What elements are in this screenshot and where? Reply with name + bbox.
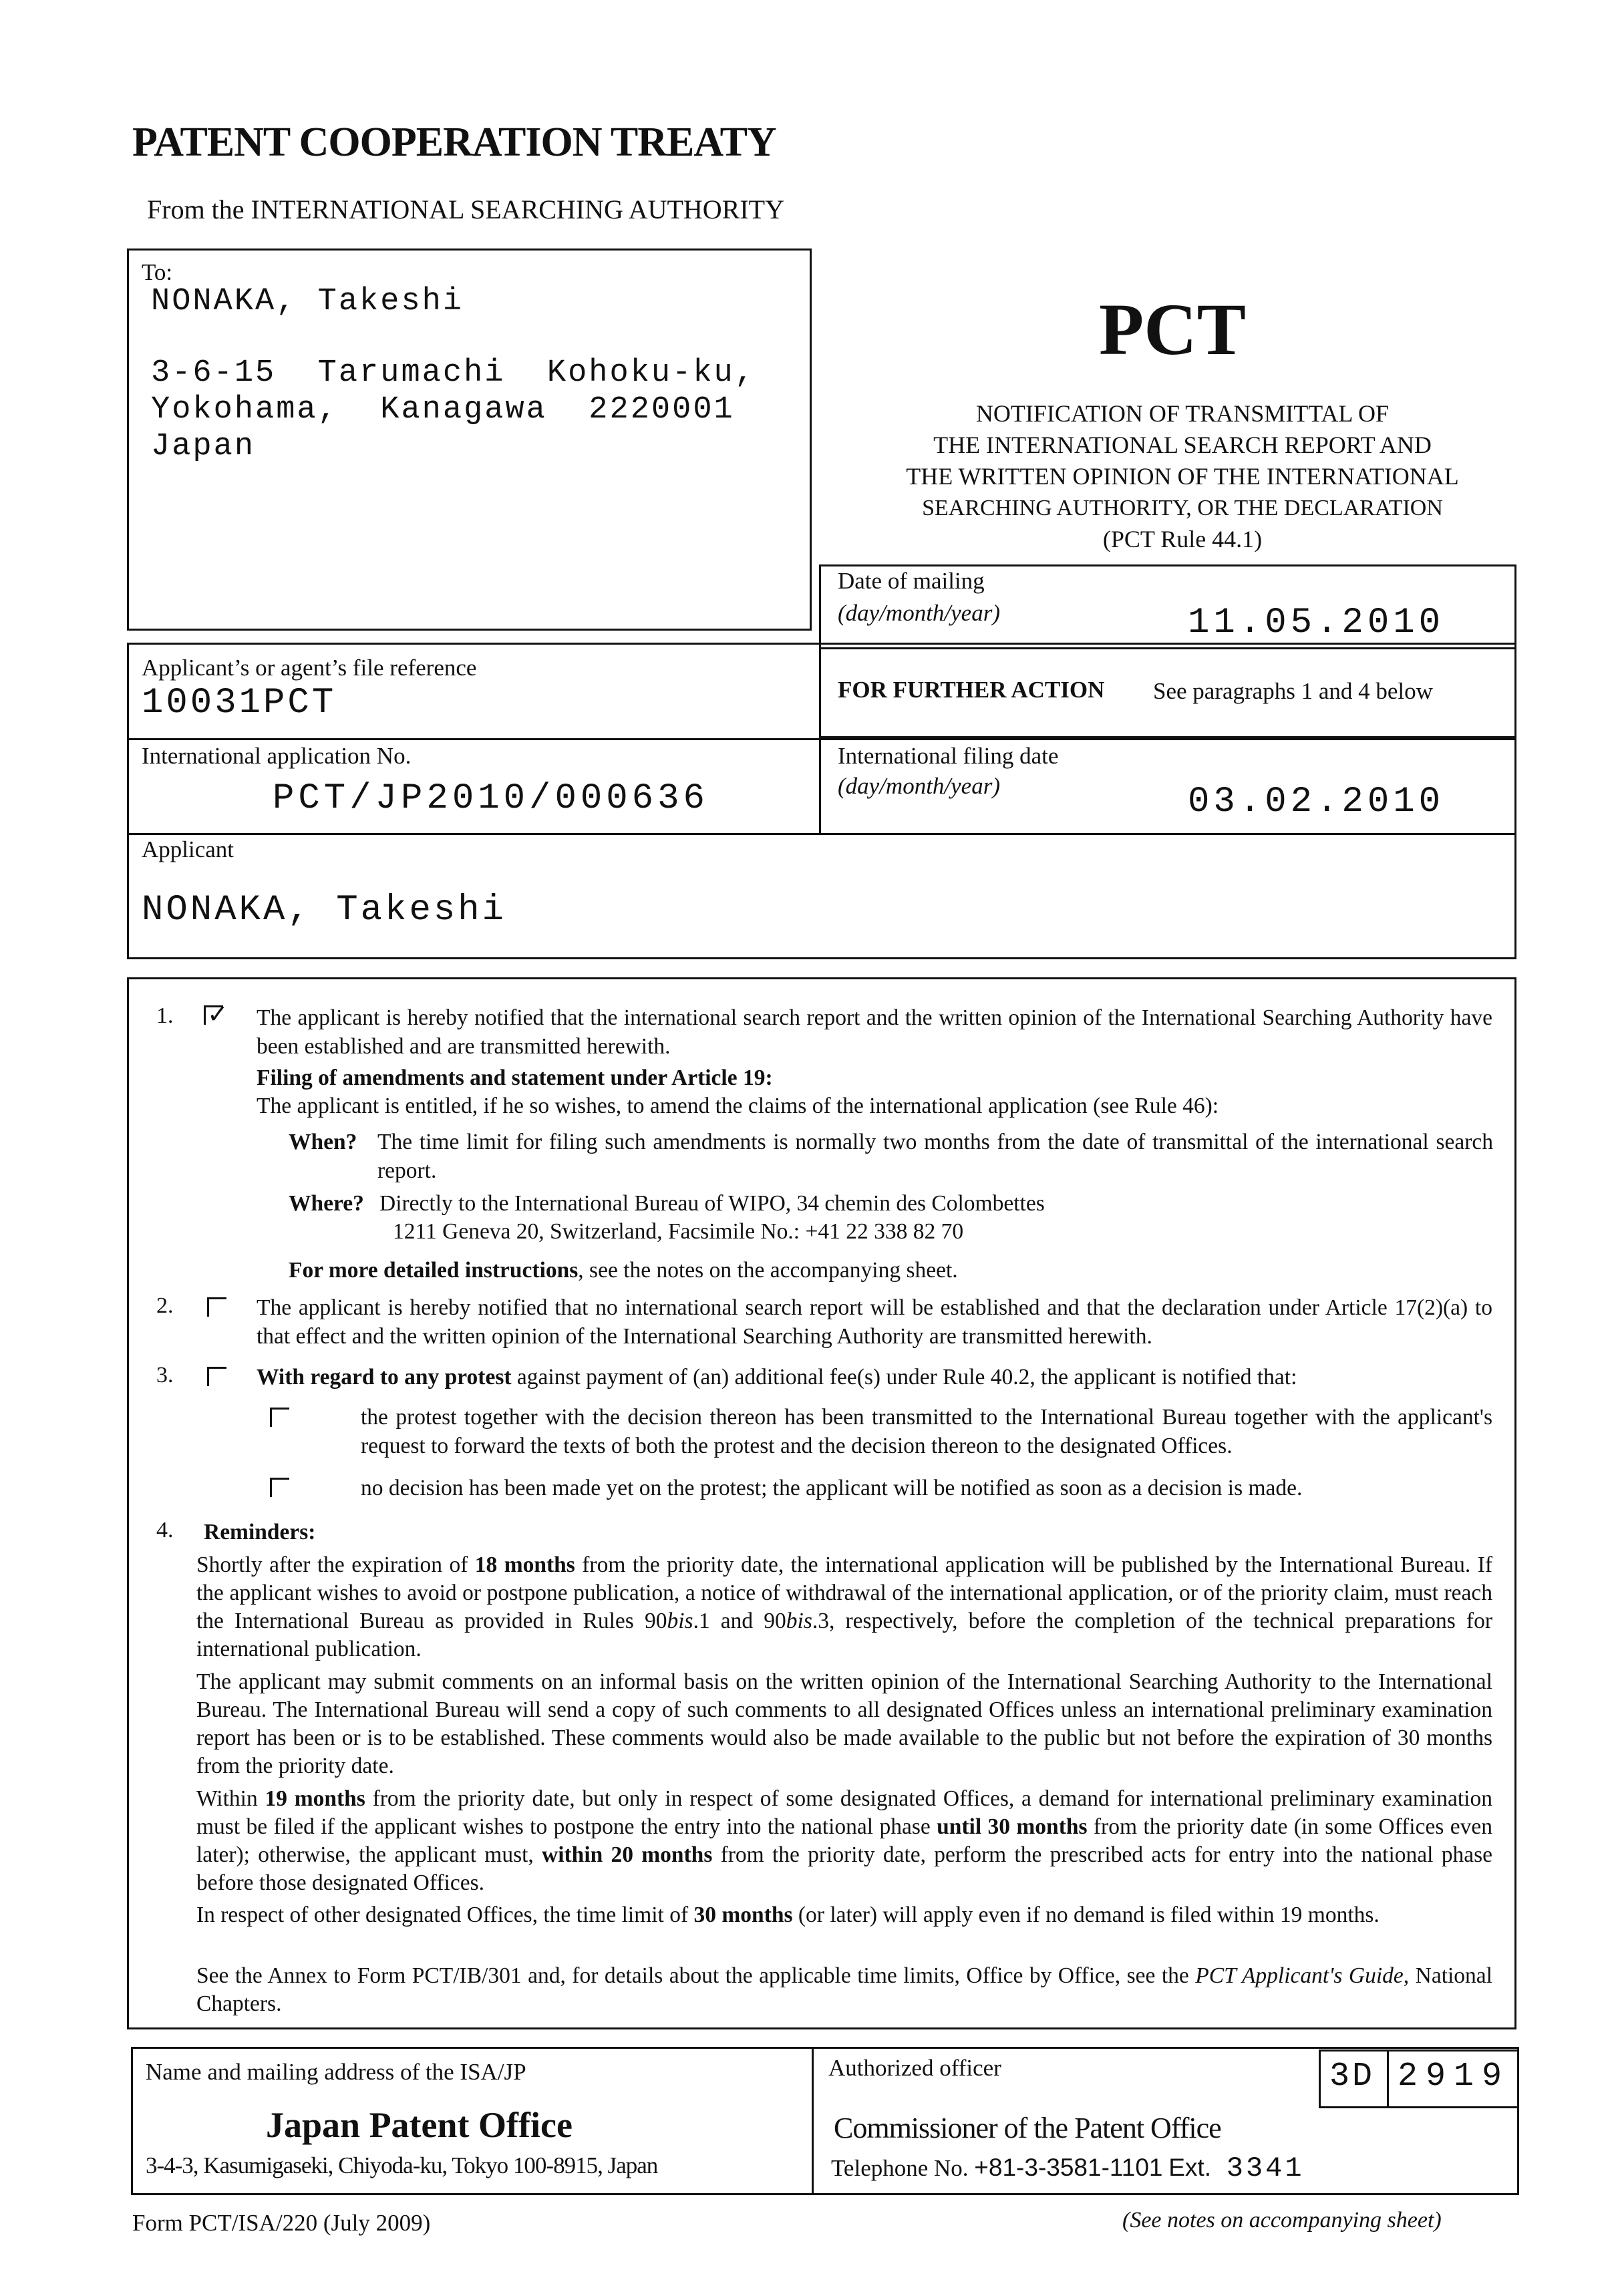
reminder-2: The applicant may submit comments on an informal basis on the written opinion of the International Searching Authority to the International Bureau. The International Bureau will send a copy of such comments to all designated Offices unless an international preliminary examination report has been or is to be established. These comments would also be made available to the public but not before the expiration of 30 months from the priority date. bbox=[196, 1669, 1492, 1778]
telephone-value: +81-3-3581-1101 bbox=[974, 2154, 1163, 2181]
application-no-value: PCT/JP2010/000636 bbox=[273, 778, 709, 819]
check-mark-icon: ✓ bbox=[207, 999, 228, 1029]
date-of-mailing-sublabel: (day/month/year) bbox=[838, 600, 1000, 626]
applicant-value: NONAKA, Takeshi bbox=[142, 890, 507, 931]
document-title: PATENT COOPERATION TREATY bbox=[132, 120, 776, 165]
item-3-text bbox=[257, 1363, 1492, 1391]
text: from the priority date, perform the prescribed acts for entry into the national phase before those designated Offices. bbox=[196, 1842, 1492, 1895]
item-3-checkbox[interactable] bbox=[207, 1367, 226, 1386]
text: Within bbox=[196, 1786, 265, 1811]
divider bbox=[127, 833, 1516, 835]
extension-value: 3341 bbox=[1226, 2152, 1305, 2184]
extension-label: Ext. bbox=[1168, 2154, 1211, 2181]
item-3-bold: With regard to any protest bbox=[257, 1365, 512, 1389]
further-action-text: See paragraphs 1 and 4 below bbox=[1153, 678, 1433, 704]
item-2-number: 2. bbox=[156, 1293, 174, 1318]
office-address: 3-4-3, Kasumigaseki, Chiyoda-ku, Tokyo 100-8915, Japan bbox=[146, 2152, 658, 2178]
where-label: Where? bbox=[289, 1191, 364, 1216]
text: until 30 months bbox=[937, 1814, 1088, 1839]
to-name: NONAKA, Takeshi bbox=[151, 284, 464, 319]
reminder-4 bbox=[196, 1901, 1492, 1929]
item-3-rest: against payment of (an) additional fee(s) under Rule 40.2, the applicant is notified that: bbox=[511, 1365, 1297, 1389]
divider bbox=[1387, 2049, 1389, 2108]
text: Shortly after the expiration of bbox=[196, 1552, 475, 1577]
more-instructions-text: , see the notes on the accompanying sheet. bbox=[578, 1258, 958, 1283]
item-3a-text: the protest together with the decision thereon has been transmitted to the International Bureau together with the applicant's request to forward the texts of both the protest and the decision thereon to the designated Offices. bbox=[361, 1405, 1492, 1458]
form-number: Form PCT/ISA/220 (July 2009) bbox=[132, 2210, 431, 2236]
text: See the Annex to Form PCT/IB/301 and, for details about the applicable time limits, Office by Office, see the bbox=[196, 1963, 1196, 1988]
filing-heading: Filing of amendments and statement under Article 19: bbox=[257, 1065, 773, 1090]
date-of-mailing-label: Date of mailing bbox=[838, 568, 985, 594]
filing-date-sublabel: (day/month/year) bbox=[838, 773, 1000, 799]
text: bis bbox=[667, 1609, 693, 1633]
item-3b-checkbox[interactable] bbox=[270, 1478, 289, 1497]
officer-name: Commissioner of the Patent Office bbox=[834, 2112, 1221, 2144]
item-2-text: The applicant is hereby notified that no international search report will be established and that the declaration under Article 17(2)(a) to that effect and the written opinion of the International Searching Authority are transmitted herewith. bbox=[257, 1295, 1492, 1349]
office-name: Japan Patent Office bbox=[266, 2105, 573, 2145]
notification-line-3: THE WRITTEN OPINION OF THE INTERNATIONAL bbox=[906, 463, 1459, 490]
filing-date-value: 03.02.2010 bbox=[1188, 782, 1445, 822]
item-2-checkbox[interactable] bbox=[207, 1297, 226, 1317]
item-4-number: 4. bbox=[156, 1518, 174, 1542]
notification-title bbox=[828, 398, 1537, 555]
filing-text: The applicant is entitled, if he so wishes, to amend the claims of the international application (see Rule 46): bbox=[257, 1094, 1219, 1118]
text: , National Chapters. bbox=[196, 1963, 1492, 2016]
notification-line-4: SEARCHING AUTHORITY, OR THE DECLARATION bbox=[922, 496, 1443, 520]
telephone bbox=[831, 2152, 1305, 2184]
reminder-1 bbox=[196, 1551, 1492, 1663]
notification-line-1: NOTIFICATION OF TRANSMITTAL OF bbox=[975, 400, 1390, 427]
applicant-label: Applicant bbox=[142, 836, 234, 862]
reminder-5 bbox=[196, 1962, 1492, 2018]
text: bis bbox=[786, 1609, 812, 1633]
file-reference-value: 10031PCT bbox=[142, 683, 337, 723]
see-notes: (See notes on accompanying sheet) bbox=[1122, 2208, 1442, 2233]
more-instructions bbox=[289, 1256, 958, 1285]
to-address-line-2: Yokohama, Kanagawa 2220001 bbox=[151, 392, 735, 428]
date-of-mailing-value: 11.05.2010 bbox=[1188, 603, 1445, 643]
text: In respect of other designated Offices, the time limit of bbox=[196, 1903, 694, 1927]
pct-heading: PCT bbox=[1099, 289, 1246, 370]
officer-label: Authorized officer bbox=[828, 2055, 1001, 2081]
text: 18 months bbox=[474, 1552, 575, 1577]
filing-date-label: International filing date bbox=[838, 743, 1059, 769]
isa-label: Name and mailing address of the ISA/JP bbox=[146, 2059, 526, 2085]
item-3-number: 3. bbox=[156, 1363, 174, 1387]
where-line-1: Directly to the International Bureau of WIPO, 34 chemin des Colombettes bbox=[379, 1191, 1045, 1216]
text: from the priority date, the international application will be published by the International Bureau. If the applicant wishes to avoid or postpone publication, a notice of withdrawal of the international application, or of the priority claim, must reach the International Bureau as provided in Rules 90 bbox=[196, 1552, 1493, 1633]
divider bbox=[812, 2047, 814, 2195]
reminders-heading: Reminders: bbox=[204, 1520, 316, 1544]
text: within 20 months bbox=[542, 1842, 713, 1867]
reminder-3 bbox=[196, 1785, 1492, 1897]
to-address-line-1: 3-6-15 Tarumachi Kohoku-ku, bbox=[151, 355, 756, 391]
text: PCT Applicant's Guide bbox=[1195, 1963, 1404, 1988]
to-address-line-3: Japan bbox=[151, 429, 256, 464]
item-3b-text: no decision has been made yet on the protest; the applicant will be notified as soon as a decision is made. bbox=[361, 1476, 1303, 1500]
text: from the priority date, but only in respect of some designated Offices, a demand for international preliminary examination must be filed if the applicant wishes to postpone the entry into the national phase bbox=[196, 1786, 1492, 1839]
when-label: When? bbox=[289, 1130, 357, 1154]
to-label: To: bbox=[142, 259, 173, 285]
from-authority: From the INTERNATIONAL SEARCHING AUTHORITY bbox=[147, 194, 785, 224]
item-1-checkbox[interactable] bbox=[204, 999, 228, 1029]
when-text: The time limit for filing such amendments is normally two months from the date of transmittal of the international search report. bbox=[377, 1130, 1493, 1183]
text: (or later) will apply even if no demand is filed within 19 months. bbox=[792, 1903, 1380, 1927]
text: 30 months bbox=[693, 1903, 793, 1927]
text: 19 months bbox=[265, 1786, 365, 1811]
item-3a-checkbox[interactable] bbox=[270, 1408, 289, 1427]
text: from the priority date (in some Offices even later); otherwise, the applicant must, bbox=[196, 1814, 1492, 1867]
notification-line-5: (PCT Rule 44.1) bbox=[1102, 526, 1263, 552]
telephone-label: Telephone No. bbox=[831, 2155, 969, 2181]
further-action-label: FOR FURTHER ACTION bbox=[838, 677, 1105, 703]
officer-code-a: 3D bbox=[1329, 2058, 1376, 2096]
divider bbox=[127, 738, 1516, 740]
notification-line-2: THE INTERNATIONAL SEARCH REPORT AND bbox=[933, 432, 1432, 458]
text: .3, respectively, before the completion of the technical preparations for international publication. bbox=[196, 1609, 1492, 1661]
file-reference-label: Applicant’s or agent’s file reference bbox=[142, 655, 477, 681]
officer-code-b: 2919 bbox=[1398, 2058, 1510, 2096]
more-instructions-bold: For more detailed instructions bbox=[289, 1258, 579, 1283]
item-1-number: 1. bbox=[156, 1003, 174, 1028]
text: .1 and 90 bbox=[693, 1609, 786, 1633]
application-no-label: International application No. bbox=[142, 743, 412, 769]
where-line-2: 1211 Geneva 20, Switzerland, Facsimile No.: +41 22 338 82 70 bbox=[393, 1219, 964, 1244]
item-1-text: The applicant is hereby notified that the international search report and the written opinion of the International Searching Authority have been established and are transmitted herewith. bbox=[257, 1005, 1492, 1059]
